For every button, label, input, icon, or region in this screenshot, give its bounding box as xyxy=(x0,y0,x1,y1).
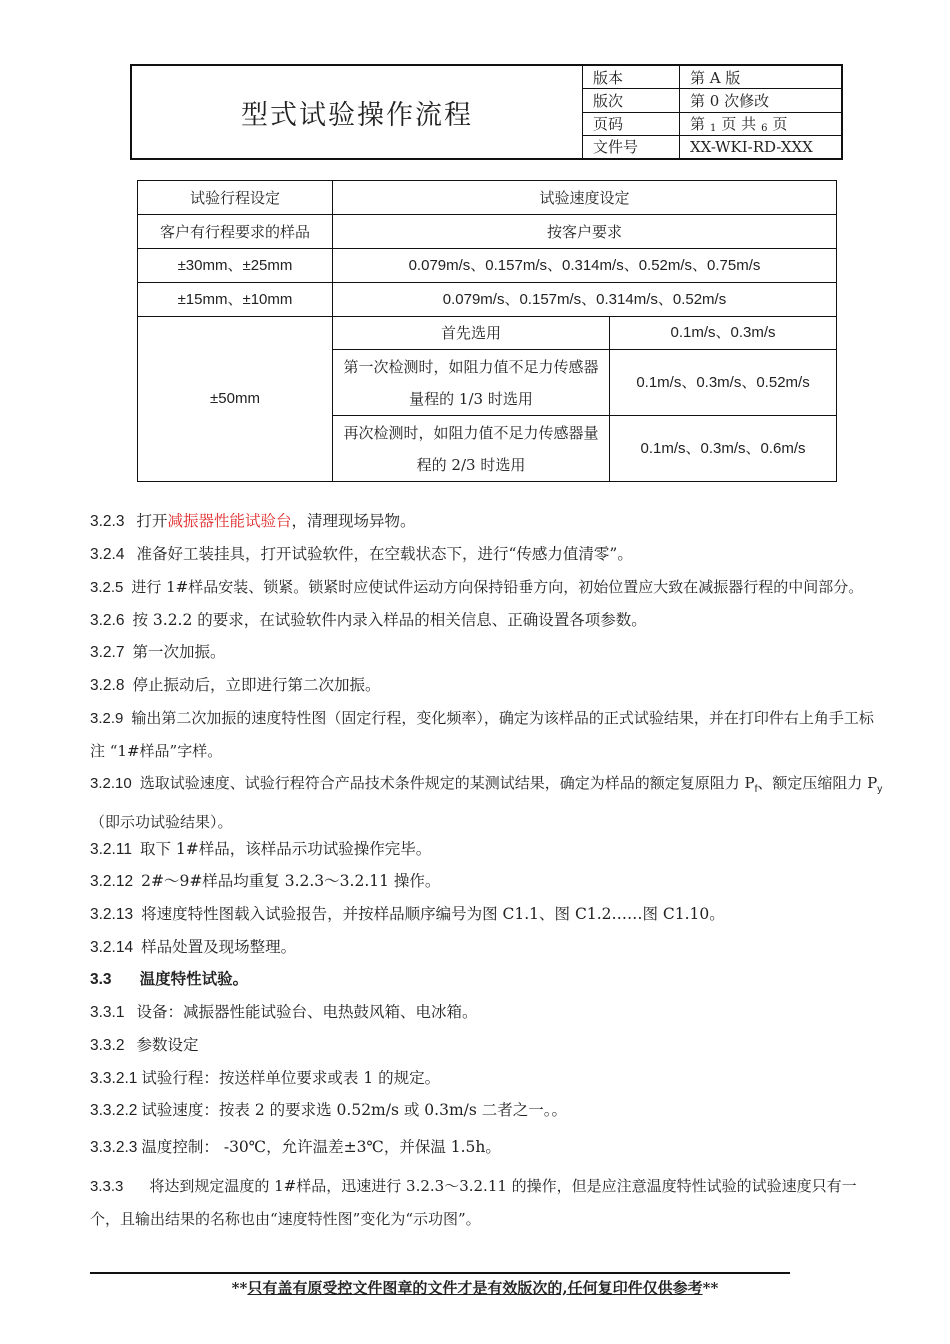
section-number: 3.2.12 xyxy=(90,873,134,890)
section-number: 3.2.8 xyxy=(90,677,125,694)
paragraph-text: 取下 1#样品，该样品示功试验操作完毕。 xyxy=(139,840,432,858)
section-number: 3.3.3 xyxy=(90,1178,124,1195)
table-header-speed: 试验速度设定 xyxy=(333,181,837,215)
section-number: 3.2.13 xyxy=(90,906,134,923)
section-number: 3.3.2.3 xyxy=(90,1139,138,1156)
paragraph-text: 设备：减振器性能试验台、电热鼓风箱、电冰箱。 xyxy=(136,1003,478,1021)
footer-notice xyxy=(90,1277,860,1298)
paragraph-3-3-2-2 xyxy=(90,1094,885,1127)
subscript-f: f xyxy=(754,784,758,795)
page-mid: 页 共 xyxy=(721,115,757,134)
paragraph-text: 参数设定 xyxy=(136,1036,199,1054)
paragraph-text: 试验速度：按表 2 的要求选 0.52m/s 或 0.3m/s 二者之一。。 xyxy=(141,1101,567,1119)
section-number: 3.3.2.1 xyxy=(90,1070,138,1087)
paragraph-3-2-6 xyxy=(90,604,885,637)
paragraph-text: （即示功试验结果）。 xyxy=(90,813,233,831)
meta-row-file-number xyxy=(583,136,841,158)
section-number: 3.3.2 xyxy=(90,1037,125,1054)
table-cell: ±30mm、±25mm xyxy=(138,249,333,283)
table-cell: 0.1m/s、0.3m/s xyxy=(610,317,837,350)
paragraph-text: 试验行程：按送样单位要求或表 1 的规定。 xyxy=(141,1069,441,1087)
table-cell: 0.079m/s、0.157m/s、0.314m/s、0.52m/s、0.75m/s xyxy=(333,249,837,283)
paragraph-text: 准备好工装挂具，打开试验软件，在空载状态下，进行“传感力值清零”。 xyxy=(136,545,633,563)
section-number: 3.2.9 xyxy=(90,710,124,727)
section-number: 3.2.14 xyxy=(90,939,134,956)
table-header-stroke: 试验行程设定 xyxy=(138,181,333,215)
paragraph-3-3-3 xyxy=(90,1170,885,1235)
meta-value: XX-WKI-RD-XXX xyxy=(690,137,813,156)
meta-key: 版本 xyxy=(583,66,680,88)
meta-row-page xyxy=(583,113,841,136)
paragraph-3-3-2 xyxy=(90,1029,885,1062)
paragraph-text: ，清理现场异物。 xyxy=(291,512,416,530)
table-cell: 首先选用 xyxy=(333,317,610,350)
document-title: 型式试验操作流程 xyxy=(132,66,583,158)
meta-value: 第 A 版 xyxy=(690,68,741,87)
paragraph-3-2-14 xyxy=(90,931,885,964)
table-row xyxy=(138,215,837,249)
section-heading-text: 温度特性试验。 xyxy=(139,969,249,988)
paragraph-text: 输出第二次加振的速度特性图（固定行程，变化频率），确定为该样品的正式试验结果，并在打印件右上角手工标注 “1#样品”字样。 xyxy=(90,709,874,760)
footer-divider xyxy=(90,1272,790,1274)
paragraph-3-3-1 xyxy=(90,996,885,1029)
paragraph-text: 温度控制： -30℃，允许温差±3℃，并保温 1.5h。 xyxy=(141,1138,501,1156)
paragraph-text: 2#～9#样品均重复 3.2.3～3.2.11 操作。 xyxy=(141,872,441,890)
paragraph-text: 第一次加振。 xyxy=(132,643,226,661)
table-cell: ±15mm、±10mm xyxy=(138,283,333,317)
table-row xyxy=(138,181,837,215)
table-cell: 再次检测时，如阻力值不足力传感器量程的 2/3 时选用 xyxy=(333,416,610,482)
section-heading-3-3 xyxy=(90,963,885,996)
footer-suffix: ** xyxy=(702,1279,719,1297)
paragraph-text: 打开 xyxy=(136,512,168,530)
page-suffix: 页 xyxy=(772,115,788,134)
section-number: 3.2.6 xyxy=(90,612,125,629)
section-number: 3.2.11 xyxy=(90,841,132,858)
paragraph-3-2-13 xyxy=(90,898,885,931)
paragraph-text: 将达到规定温度的 1#样品，迅速进行 3.2.3～3.2.11 的操作，但是应注意温度特性试验的试验速度只有一个，且输出结果的名称也由“速度特性图”变化为“示功图”。 xyxy=(90,1177,857,1228)
table-cell: 第一次检测时，如阻力值不足力传感器量程的 1/3 时选用 xyxy=(333,350,610,416)
paragraph-text: 按 3.2.2 的要求，在试验软件内录入样品的相关信息、正确设置各项参数。 xyxy=(132,611,647,629)
table-cell: 0.079m/s、0.157m/s、0.314m/s、0.52m/s xyxy=(333,283,837,317)
section-number: 3.3.1 xyxy=(90,1004,125,1021)
paragraph-3-3-2-1 xyxy=(90,1062,885,1095)
paragraph-3-2-3 xyxy=(90,505,885,538)
section-number: 3.2.4 xyxy=(90,546,125,563)
table-cell: 0.1m/s、0.3m/s、0.6m/s xyxy=(610,416,837,482)
page-number: 1 xyxy=(710,123,717,135)
paragraph-text: 将速度特性图载入试验报告，并按样品顺序编号为图 C1.1、图 C1.2……图 C1.10。 xyxy=(141,905,725,923)
paragraph-text: 、额定压缩阻力 P xyxy=(757,774,878,792)
table-row xyxy=(138,283,837,317)
section-number: 3.2.7 xyxy=(90,644,125,661)
meta-key: 页码 xyxy=(583,113,680,135)
document-meta xyxy=(583,66,841,158)
footer-text: 只有盖有原受控文件图章的文件才是有效版次的,任何复印件仅供参考 xyxy=(247,1279,703,1297)
table-row xyxy=(138,249,837,283)
table-cell: 客户有行程要求的样品 xyxy=(138,215,333,249)
table-cell: 按客户要求 xyxy=(333,215,837,249)
document-header xyxy=(130,64,843,160)
speed-settings-table xyxy=(137,180,837,482)
subscript-y: y xyxy=(877,784,883,795)
meta-row-version xyxy=(583,66,841,89)
paragraph-3-2-7 xyxy=(90,636,885,669)
meta-value-page xyxy=(680,113,841,135)
paragraph-text: 进行 1#样品安装、锁紧。锁紧时应使试件运动方向保持铅垂方向，初始位置应大致在减振器行程的中间部分。 xyxy=(131,578,864,596)
page-total: 6 xyxy=(761,123,768,135)
paragraph-3-2-8 xyxy=(90,669,885,702)
paragraph-3-2-5 xyxy=(90,571,885,604)
paragraph-3-2-10 xyxy=(90,767,885,838)
paragraph-text: 停止振动后，立即进行第二次加振。 xyxy=(132,676,381,694)
meta-key: 文件号 xyxy=(583,136,680,158)
footer-prefix: ** xyxy=(231,1279,248,1297)
meta-row-revision xyxy=(583,89,841,112)
section-number: 3.3.2.2 xyxy=(90,1102,138,1119)
paragraph-3-3-2-3 xyxy=(90,1131,885,1164)
paragraph-3-2-12 xyxy=(90,865,885,898)
paragraph-text: 样品处置及现场整理。 xyxy=(141,938,297,956)
paragraph-3-2-9 xyxy=(90,702,885,767)
table-cell: 0.1m/s、0.3m/s、0.52m/s xyxy=(610,350,837,416)
table-row xyxy=(138,317,837,350)
section-number: 3.2.5 xyxy=(90,579,124,596)
page-prefix: 第 xyxy=(690,115,706,134)
paragraph-text: 选取试验速度、试验行程符合产品技术条件规定的某测试结果，确定为样品的额定复原阻力 P xyxy=(139,774,755,792)
section-number: 3.2.3 xyxy=(90,513,125,530)
paragraph-3-2-11 xyxy=(90,833,885,866)
table-cell: ±50mm xyxy=(138,317,333,482)
meta-key: 版次 xyxy=(583,89,680,111)
section-number: 3.3 xyxy=(90,971,112,988)
highlighted-text: 减振器性能试验台 xyxy=(167,512,292,530)
meta-value: 第 0 次修改 xyxy=(690,91,770,110)
section-number: 3.2.10 xyxy=(90,775,132,792)
paragraph-3-2-4 xyxy=(90,538,885,571)
